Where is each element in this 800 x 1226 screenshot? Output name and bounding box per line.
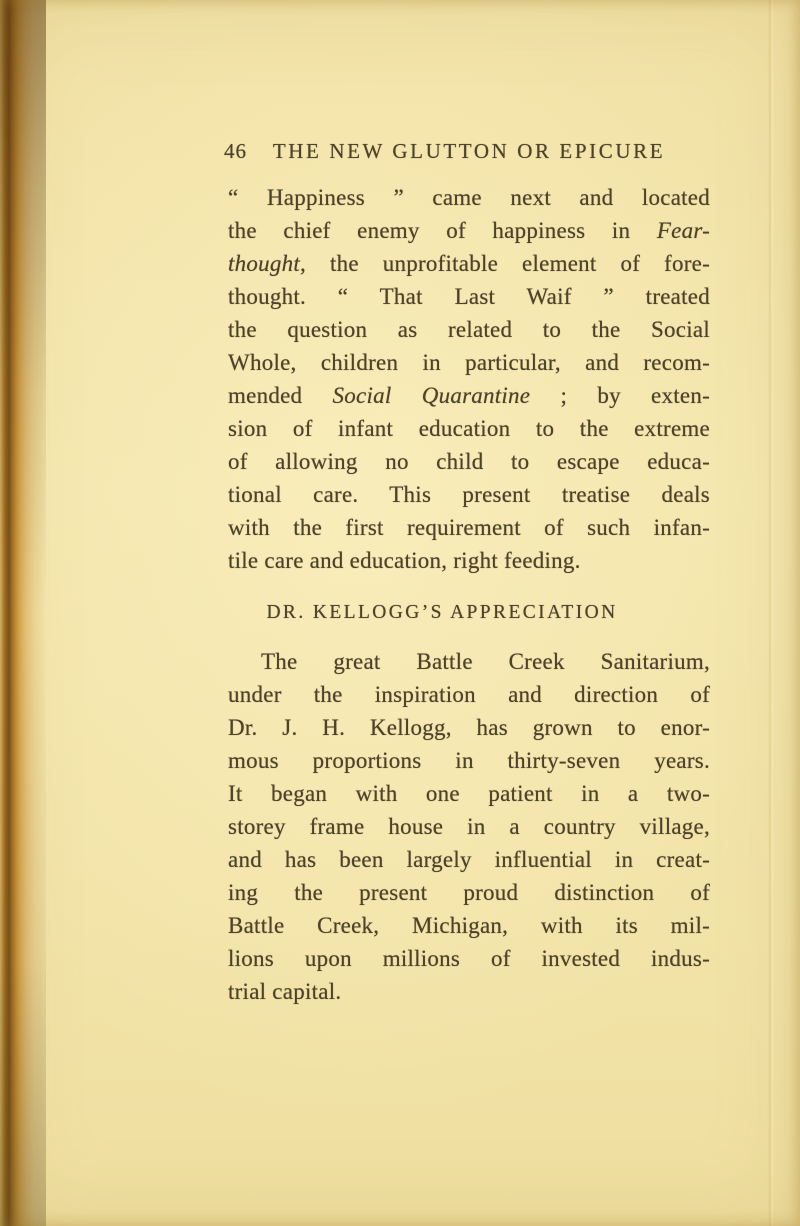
text-line: with the first requirement of such infan-: [228, 515, 710, 540]
text-line: trial capital.: [228, 979, 342, 1004]
text-line: “ Happiness ” came next and located: [228, 185, 710, 210]
text-line: of allowing no child to escape educa-: [228, 449, 710, 474]
text-line: tile care and education, right feeding.: [228, 548, 581, 573]
paragraph-1: [228, 181, 710, 577]
text-line: mended Social Quarantine ; by exten-: [228, 383, 710, 408]
text-line: ing the present proud distinction of: [228, 880, 710, 905]
text-line: Dr. J. H. Kellogg, has grown to enor-: [228, 715, 710, 740]
text-line: The great Battle Creek Sanitarium,: [261, 649, 710, 674]
paragraph-2: [228, 645, 710, 1008]
running-title: THE NEW GLUTTON OR EPICURE: [272, 139, 666, 163]
text-line: the chief enemy of happiness in Fear-: [228, 218, 710, 243]
text-line: and has been largely influential in creat-: [228, 847, 710, 872]
running-header: [224, 138, 710, 164]
text-line: mous proportions in thirty-seven years.: [228, 748, 710, 773]
text-line: tional care. This present treatise deals: [228, 482, 710, 507]
section-heading: DR. KELLOGG’S APPRECIATION: [266, 602, 618, 623]
text-line: Battle Creek, Michigan, with its mil-: [228, 913, 710, 938]
text-line: sion of infant education to the extreme: [228, 416, 710, 441]
text-line: storey frame house in a country village,: [228, 814, 710, 839]
text-line: It began with one patient in a two-: [228, 781, 710, 806]
page-number: 46: [224, 139, 247, 163]
text-line: the question as related to the Social: [228, 317, 710, 342]
page-crease: [768, 0, 774, 1226]
text-line: thought, the unprofitable element of fore-: [228, 251, 710, 276]
text-line: lions upon millions of invested indus-: [228, 946, 710, 971]
book-gutter-shade: [0, 0, 46, 1226]
text-line: thought. “ That Last Waif ” treated: [228, 284, 710, 309]
text-line: Whole, children in particular, and recom-: [228, 350, 710, 375]
text-line: under the inspiration and direction of: [228, 682, 710, 707]
